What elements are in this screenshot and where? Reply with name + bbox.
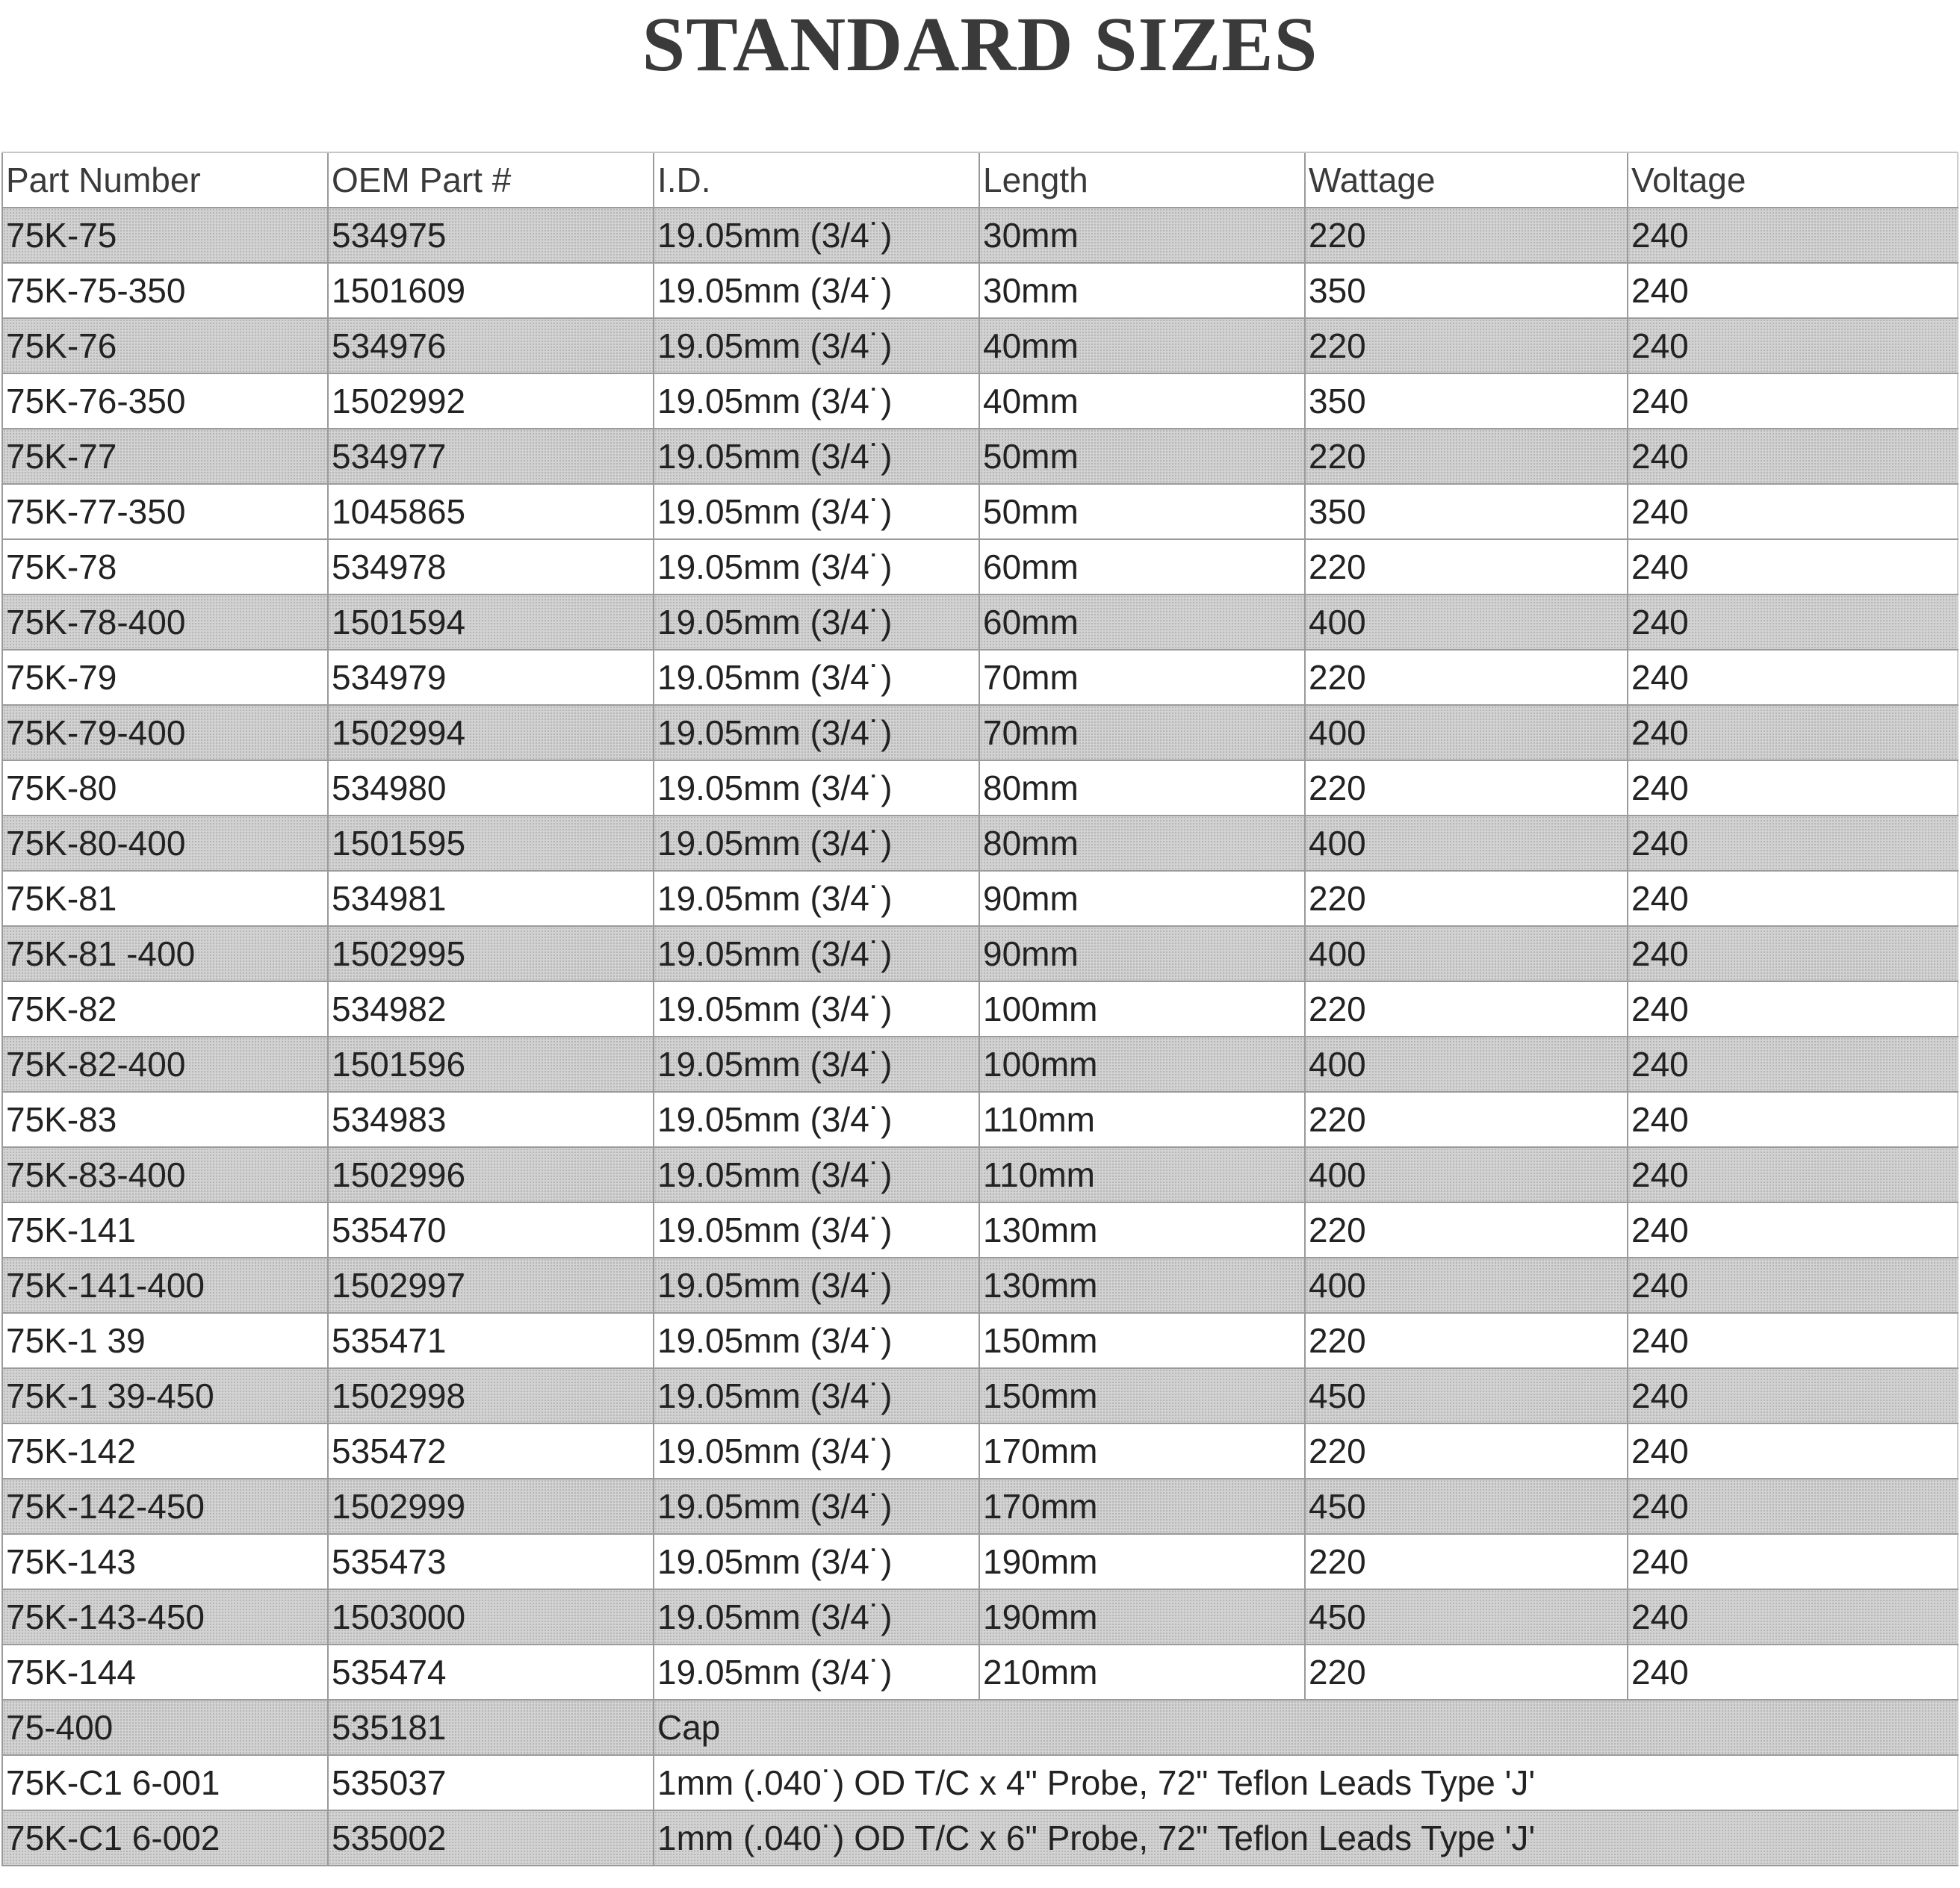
table-row xyxy=(2,539,1958,594)
table-row xyxy=(2,208,1958,263)
cell-part-number: 75K-141-400 xyxy=(2,1258,328,1313)
cell-length: 130mm xyxy=(979,1258,1305,1313)
cell-part-number: 75K-80-400 xyxy=(2,816,328,871)
cell-part-number: 75K-80 xyxy=(2,760,328,816)
cell-part-number: 75K-81 xyxy=(2,871,328,926)
table-row xyxy=(2,1368,1958,1423)
cell-part-number: 75K-143-450 xyxy=(2,1589,328,1645)
table-row xyxy=(2,816,1958,871)
table-row xyxy=(2,871,1958,926)
column-header-voltage: Voltage xyxy=(1628,152,1958,208)
cell-part-number: 75K-83 xyxy=(2,1092,328,1147)
cell-wattage: 400 xyxy=(1305,1147,1628,1202)
table-row xyxy=(2,1092,1958,1147)
cell-length: 100mm xyxy=(979,981,1305,1037)
cell-length: 40mm xyxy=(979,318,1305,373)
cell-length: 90mm xyxy=(979,926,1305,981)
table-row xyxy=(2,263,1958,318)
cell-part-number: 75K-79 xyxy=(2,650,328,705)
header-row xyxy=(2,152,1958,208)
cell-voltage: 240 xyxy=(1628,1258,1958,1313)
table-row xyxy=(2,429,1958,484)
cell-voltage: 240 xyxy=(1628,1368,1958,1423)
cell-voltage: 240 xyxy=(1628,760,1958,816)
cell-id: 19.05mm (3/4˙) xyxy=(654,1313,979,1368)
cell-id: 19.05mm (3/4˙) xyxy=(654,1589,979,1645)
cell-oem-part: 1502998 xyxy=(328,1368,654,1423)
table-row xyxy=(2,1645,1958,1700)
cell-part-number: 75K-75-350 xyxy=(2,263,328,318)
cell-length: 110mm xyxy=(979,1092,1305,1147)
cell-part-number: 75K-76-350 xyxy=(2,373,328,429)
cell-voltage: 240 xyxy=(1628,1589,1958,1645)
cell-wattage: 220 xyxy=(1305,1202,1628,1258)
cell-oem-part: 535181 xyxy=(328,1700,654,1755)
cell-id: 19.05mm (3/4˙) xyxy=(654,1202,979,1258)
cell-part-number: 75K-C1 6-002 xyxy=(2,1810,328,1866)
cell-part-number: 75K-C1 6-001 xyxy=(2,1755,328,1810)
cell-part-number: 75K-144 xyxy=(2,1645,328,1700)
table-row xyxy=(2,1313,1958,1368)
cell-part-number: 75K-143 xyxy=(2,1534,328,1589)
cell-wattage: 220 xyxy=(1305,208,1628,263)
cell-oem-part: 535471 xyxy=(328,1313,654,1368)
cell-id: 19.05mm (3/4˙) xyxy=(654,539,979,594)
cell-id: 19.05mm (3/4˙) xyxy=(654,208,979,263)
cell-wattage: 450 xyxy=(1305,1368,1628,1423)
cell-oem-part: 534980 xyxy=(328,760,654,816)
cell-oem-part: 1502992 xyxy=(328,373,654,429)
cell-length: 50mm xyxy=(979,484,1305,539)
cell-part-number: 75K-81 -400 xyxy=(2,926,328,981)
cell-voltage: 240 xyxy=(1628,373,1958,429)
cell-oem-part: 1502995 xyxy=(328,926,654,981)
cell-oem-part: 534976 xyxy=(328,318,654,373)
cell-wattage: 220 xyxy=(1305,1423,1628,1479)
cell-part-number: 75K-79-400 xyxy=(2,705,328,760)
cell-length: 30mm xyxy=(979,263,1305,318)
cell-wattage: 220 xyxy=(1305,650,1628,705)
table-row xyxy=(2,1423,1958,1479)
cell-part-number: 75K-77-350 xyxy=(2,484,328,539)
cell-voltage: 240 xyxy=(1628,1147,1958,1202)
cell-wattage: 220 xyxy=(1305,1313,1628,1368)
cell-voltage: 240 xyxy=(1628,1534,1958,1589)
cell-length: 60mm xyxy=(979,539,1305,594)
cell-voltage: 240 xyxy=(1628,816,1958,871)
cell-voltage: 240 xyxy=(1628,871,1958,926)
cell-wattage: 220 xyxy=(1305,539,1628,594)
table-row xyxy=(2,1755,1958,1810)
cell-length: 80mm xyxy=(979,816,1305,871)
cell-voltage: 240 xyxy=(1628,1037,1958,1092)
cell-id: 19.05mm (3/4˙) xyxy=(654,650,979,705)
cell-voltage: 240 xyxy=(1628,705,1958,760)
cell-voltage: 240 xyxy=(1628,208,1958,263)
table-row xyxy=(2,760,1958,816)
table-row xyxy=(2,318,1958,373)
cell-wattage: 400 xyxy=(1305,926,1628,981)
cell-id: 19.05mm (3/4˙) xyxy=(654,1645,979,1700)
cell-id: 19.05mm (3/4˙) xyxy=(654,1534,979,1589)
cell-voltage: 240 xyxy=(1628,1423,1958,1479)
cell-voltage: 240 xyxy=(1628,650,1958,705)
cell-wattage: 350 xyxy=(1305,484,1628,539)
cell-oem-part: 535037 xyxy=(328,1755,654,1810)
cell-length: 30mm xyxy=(979,208,1305,263)
cell-oem-part: 1502997 xyxy=(328,1258,654,1313)
cell-id: 19.05mm (3/4˙) xyxy=(654,484,979,539)
cell-voltage: 240 xyxy=(1628,926,1958,981)
cell-wattage: 220 xyxy=(1305,1645,1628,1700)
cell-part-number: 75K-77 xyxy=(2,429,328,484)
cell-length: 190mm xyxy=(979,1534,1305,1589)
cell-voltage: 240 xyxy=(1628,1313,1958,1368)
table-row xyxy=(2,650,1958,705)
cell-part-number: 75K-1 39 xyxy=(2,1313,328,1368)
table-row xyxy=(2,373,1958,429)
cell-length: 170mm xyxy=(979,1479,1305,1534)
cell-wattage: 450 xyxy=(1305,1589,1628,1645)
cell-wattage: 220 xyxy=(1305,871,1628,926)
cell-oem-part: 534979 xyxy=(328,650,654,705)
cell-voltage: 240 xyxy=(1628,539,1958,594)
table-row xyxy=(2,594,1958,650)
table-row xyxy=(2,1810,1958,1866)
cell-part-number: 75K-78-400 xyxy=(2,594,328,650)
cell-wattage: 400 xyxy=(1305,705,1628,760)
table-row xyxy=(2,926,1958,981)
cell-id: 19.05mm (3/4˙) xyxy=(654,760,979,816)
cell-part-number: 75K-82-400 xyxy=(2,1037,328,1092)
cell-wattage: 220 xyxy=(1305,1534,1628,1589)
cell-oem-part: 534975 xyxy=(328,208,654,263)
standard-sizes-table xyxy=(1,152,1959,1866)
cell-wattage: 220 xyxy=(1305,429,1628,484)
cell-oem-part: 1501594 xyxy=(328,594,654,650)
table-row xyxy=(2,1534,1958,1589)
column-header-wattage: Wattage xyxy=(1305,152,1628,208)
cell-length: 40mm xyxy=(979,373,1305,429)
cell-wattage: 220 xyxy=(1305,318,1628,373)
cell-id: 19.05mm (3/4˙) xyxy=(654,705,979,760)
cell-id: 19.05mm (3/4˙) xyxy=(654,1479,979,1534)
cell-oem-part: 1045865 xyxy=(328,484,654,539)
column-header-part-number: Part Number xyxy=(2,152,328,208)
table-row xyxy=(2,1202,1958,1258)
cell-oem-part: 1502994 xyxy=(328,705,654,760)
cell-oem-part: 535002 xyxy=(328,1810,654,1866)
cell-description: Cap xyxy=(654,1700,1958,1755)
cell-wattage: 400 xyxy=(1305,816,1628,871)
table-row xyxy=(2,1479,1958,1534)
cell-id: 19.05mm (3/4˙) xyxy=(654,926,979,981)
cell-id: 19.05mm (3/4˙) xyxy=(654,1037,979,1092)
cell-oem-part: 535474 xyxy=(328,1645,654,1700)
cell-id: 19.05mm (3/4˙) xyxy=(654,981,979,1037)
cell-wattage: 400 xyxy=(1305,594,1628,650)
cell-part-number: 75K-75 xyxy=(2,208,328,263)
cell-voltage: 240 xyxy=(1628,1645,1958,1700)
cell-length: 70mm xyxy=(979,705,1305,760)
cell-part-number: 75-400 xyxy=(2,1700,328,1755)
cell-id: 19.05mm (3/4˙) xyxy=(654,318,979,373)
cell-voltage: 240 xyxy=(1628,318,1958,373)
cell-voltage: 240 xyxy=(1628,263,1958,318)
cell-length: 210mm xyxy=(979,1645,1305,1700)
cell-length: 100mm xyxy=(979,1037,1305,1092)
cell-oem-part: 1501596 xyxy=(328,1037,654,1092)
table-row xyxy=(2,1700,1958,1755)
cell-length: 130mm xyxy=(979,1202,1305,1258)
cell-length: 70mm xyxy=(979,650,1305,705)
table-row xyxy=(2,981,1958,1037)
column-header-id: I.D. xyxy=(654,152,979,208)
cell-id: 19.05mm (3/4˙) xyxy=(654,1368,979,1423)
cell-id: 19.05mm (3/4˙) xyxy=(654,263,979,318)
cell-id: 19.05mm (3/4˙) xyxy=(654,594,979,650)
cell-oem-part: 1502999 xyxy=(328,1479,654,1534)
cell-wattage: 350 xyxy=(1305,373,1628,429)
table-row xyxy=(2,1147,1958,1202)
cell-length: 150mm xyxy=(979,1313,1305,1368)
cell-oem-part: 1502996 xyxy=(328,1147,654,1202)
cell-part-number: 75K-142-450 xyxy=(2,1479,328,1534)
cell-id: 19.05mm (3/4˙) xyxy=(654,1258,979,1313)
cell-id: 19.05mm (3/4˙) xyxy=(654,429,979,484)
cell-id: 19.05mm (3/4˙) xyxy=(654,871,979,926)
cell-part-number: 75K-78 xyxy=(2,539,328,594)
cell-wattage: 400 xyxy=(1305,1258,1628,1313)
cell-part-number: 75K-82 xyxy=(2,981,328,1037)
cell-part-number: 75K-83-400 xyxy=(2,1147,328,1202)
cell-voltage: 240 xyxy=(1628,1092,1958,1147)
cell-length: 150mm xyxy=(979,1368,1305,1423)
table-header xyxy=(2,152,1958,208)
cell-oem-part: 535472 xyxy=(328,1423,654,1479)
column-header-length: Length xyxy=(979,152,1305,208)
table-row xyxy=(2,1037,1958,1092)
cell-length: 60mm xyxy=(979,594,1305,650)
cell-id: 19.05mm (3/4˙) xyxy=(654,1147,979,1202)
cell-wattage: 220 xyxy=(1305,981,1628,1037)
table-body xyxy=(2,208,1958,1866)
cell-id: 19.05mm (3/4˙) xyxy=(654,1092,979,1147)
cell-part-number: 75K-76 xyxy=(2,318,328,373)
cell-oem-part: 535473 xyxy=(328,1534,654,1589)
cell-voltage: 240 xyxy=(1628,981,1958,1037)
cell-part-number: 75K-1 39-450 xyxy=(2,1368,328,1423)
cell-oem-part: 1503000 xyxy=(328,1589,654,1645)
cell-oem-part: 534981 xyxy=(328,871,654,926)
cell-length: 80mm xyxy=(979,760,1305,816)
cell-oem-part: 534978 xyxy=(328,539,654,594)
column-header-oem-part: OEM Part # xyxy=(328,152,654,208)
cell-part-number: 75K-141 xyxy=(2,1202,328,1258)
cell-id: 19.05mm (3/4˙) xyxy=(654,373,979,429)
cell-length: 90mm xyxy=(979,871,1305,926)
cell-part-number: 75K-142 xyxy=(2,1423,328,1479)
cell-length: 50mm xyxy=(979,429,1305,484)
cell-oem-part: 534982 xyxy=(328,981,654,1037)
cell-length: 190mm xyxy=(979,1589,1305,1645)
table-row xyxy=(2,484,1958,539)
cell-voltage: 240 xyxy=(1628,594,1958,650)
cell-id: 19.05mm (3/4˙) xyxy=(654,816,979,871)
cell-voltage: 240 xyxy=(1628,484,1958,539)
cell-oem-part: 1501609 xyxy=(328,263,654,318)
table-row xyxy=(2,1258,1958,1313)
cell-wattage: 350 xyxy=(1305,263,1628,318)
cell-length: 110mm xyxy=(979,1147,1305,1202)
cell-wattage: 400 xyxy=(1305,1037,1628,1092)
cell-id: 19.05mm (3/4˙) xyxy=(654,1423,979,1479)
cell-voltage: 240 xyxy=(1628,1202,1958,1258)
cell-description: 1mm (.040˙) OD T/C x 4" Probe, 72" Teflon Leads Type 'J' xyxy=(654,1755,1958,1810)
table-row xyxy=(2,1589,1958,1645)
cell-oem-part: 534977 xyxy=(328,429,654,484)
cell-wattage: 220 xyxy=(1305,1092,1628,1147)
cell-oem-part: 534983 xyxy=(328,1092,654,1147)
cell-voltage: 240 xyxy=(1628,1479,1958,1534)
table-row xyxy=(2,705,1958,760)
cell-wattage: 220 xyxy=(1305,760,1628,816)
cell-oem-part: 535470 xyxy=(328,1202,654,1258)
cell-length: 170mm xyxy=(979,1423,1305,1479)
page-title: STANDARD SIZES xyxy=(642,1,1318,87)
cell-description: 1mm (.040˙) OD T/C x 6" Probe, 72" Teflon Leads Type 'J' xyxy=(654,1810,1958,1866)
cell-wattage: 450 xyxy=(1305,1479,1628,1534)
cell-voltage: 240 xyxy=(1628,429,1958,484)
cell-oem-part: 1501595 xyxy=(328,816,654,871)
